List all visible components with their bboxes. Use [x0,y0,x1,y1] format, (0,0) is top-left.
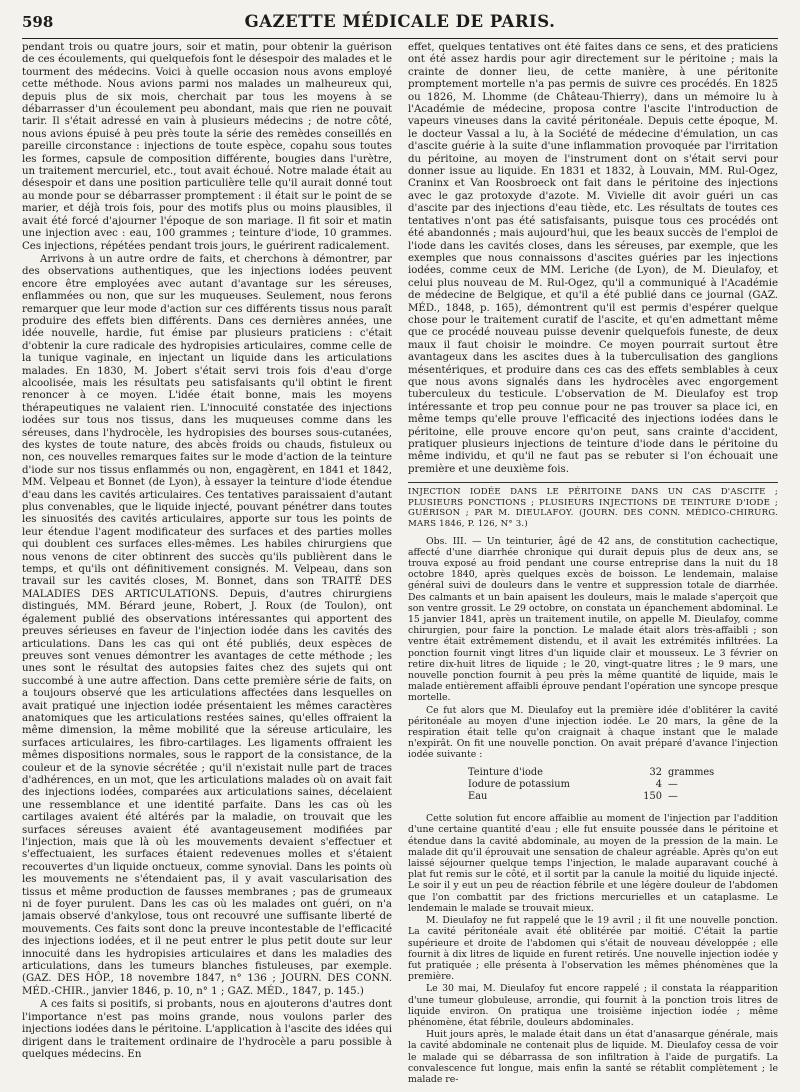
formula-qty: 32 [649,766,662,778]
observation-text: Huit jours après, le malade était dans un état d'anasarque générale, mais la cavité abdominale ne contenait plus de liquide. M. Dieulafoy cessa de voir le malade qui se débarrassa de son infiltration à l'aide de purgatifs. La convalescence fut longue, mais enfin la santé se rétablit complètement ; le malade re- [408,1029,778,1085]
paragraph: A ces faits si positifs, si probants, nous en ajouterons d'autres dont l'importance n'est pas moins grande, nous voulons parler des injections iodées dans le péritoine. L'application à l'ascite des idées qui dirigent dans le traitement ordinaire de l'hydrocèle a paru possible à quelques médecins. En [22,999,392,1060]
paragraph: pendant trois ou quatre jours, soir et matin, pour obtenir la guérison de ces écoulements, qui quelquefois font le désespoir des malades et le tourment des médecins. Voici à quelle occasion nous avons employé cette méthode. Nous avions parmi nos malades un malheureux qui, depuis plus de six mois, cherchait par tous les moyens à se débarrasser d'un écoulement peu abondant, mais que rien ne pouvait tarir. Il s'était adressé en vain à plusieurs médecins ; de notre côté, nous avions épuisé à peu près toute la série des remèdes conseillés en pareille circonstance : injections de toute espèce, copahu sous toutes les formes, capsule de composition différente, bougies dans l'urètre, un traitement mercuriel, etc., tout avait échoué. Notre malade était au désespoir et dans une position particulière telle qu'il aurait donné tout au monde pour se débarrasser promptement : il était sur le point de se marier, et déjà trois fois, pour des motifs plus ou moins plausibles, il avait été forcé d'ajourner l'époque de son mariage. Il fit soir et matin une injection avec : eau, 100 grammes ; teinture d'iode, 10 grammes. Ces injections, répétées pendant trois jours, le guérirent radicalement. [22,42,392,252]
page-number: 598 [22,13,54,31]
formula-unit: grammes [668,766,715,778]
formula-qty: 4 [655,778,662,790]
columns [22,42,778,1088]
formula-label: Teinture d'iode [468,766,543,778]
observation-text: M. Dieulafoy ne fut rappelé que le 19 avril ; il fit une nouvelle ponction. La cavité péritonéale avait été oblitérée par moitié. C'était la partie supérieure et droite de l'abdomen qui s'était de nouveau développée ; elle fournit à dix litres de liquide en furent retirés. Une nouvelle injection iodée y fut pratiquée ; elle présenta à l'observation les mêmes phénomènes que la première. [408,915,778,983]
observation-text: Obs. III. — Un teinturier, âgé de 42 ans, de constitution cachectique, affecté d'une diarrhée chronique qui durait depuis plus de deux ans, se trouva exposé au froid pendant une course entreprise dans la nuit du 18 octobre 1840, après quelques excès de boisson. Le lendemain, malaise général suivi de douleurs dans le ventre et suppression totale de diarrhée. Des calmants et un bain apaisent les douleurs, mais le malade s'aperçoit que son ventre grossit. Le 29 octobre, on constata un épanchement abdominal. Le 15 janvier 1841, après un traitement inutile, on appelle M. Dieulafoy, comme chirurgien, pour faire la ponction. Le malade était alors très-affaibli ; son ventre était extrêmement distendu, et il avait les extrémités infiltrées. La ponction fournit vingt litres d'un liquide clair et mousseux. Le 3 février on retire dix-huit litres de liquide ; le 20, vingt-quatre litres ; le 9 mars, une nouvelle ponction fournit à peu près la même quantité de liquide, mais le malade entièrement affaibli éprouve pendant l'opération une syncope presque mortelle. [408,535,778,704]
observation-text: Le 30 mai, M. Dieulafoy fut encore rappelé ; il constata la réapparition d'une tumeur globuleuse, arrondie, qui fournit à la ponction trois litres de liquide environ. On pratiqua une troisième injection iodée ; même phénomène, état fébrile, douleurs abdominales. [408,983,778,1028]
right-column [408,42,778,1088]
formula-row [408,791,778,803]
formula-row [408,779,778,791]
observation-text: Ce fut alors que M. Dieulafoy eut la première idée d'oblitérer la cavité péritonéale au moyen d'une injection iodée. Le 20 mars, la gêne de la respiration était telle qu'on craignait à chaque instant que le malade n'expirât. On fit une nouvelle ponction. On avait préparé d'avance l'injection iodée suivante : [408,704,778,761]
formula-unit: — [668,791,678,803]
formula-row [408,767,778,779]
journal-title: GAZETTE MÉDICALE DE PARIS. [244,12,556,31]
paragraph: Arrivons à un autre ordre de faits, et cherchons à démontrer, par des observations authentiques, que les injections iodées peuvent encore être employées avec autant d'avantage sur les séreuses, enflammées ou non, que sur les muqueuses. Seulement, nous ferons remarquer que leur mode d'action sur ces différents tissus nous paraît produire des effets bien différents. Dans ces dernières années, une idée nouvelle, hardie, fut émise par plusieurs praticiens : c'était d'obtenir la cure radicale des hydropisies articulaires, comme celle de la tunique vaginale, en injectant un liquide dans les articulations malades. En 1830, M. Jobert s'était servi trois fois d'eau d'orge alcoolisée, mais les résultats peu satisfaisants qu'il obtint le firent renoncer à ce moyen. L'idée était bonne, mais les moyens thérapeutiques ne valaient rien. L'innocuité constatée des injections iodées sur tous nos tissus, dans les muqueuses comme dans les séreuses, dans l'hydrocèle, les hydropisies des bourses sous-cutanées, des kystes de toute nature, des abcès froids ou chauds, fistuleux ou non, ces nouvelles remarques faites sur le mode d'action de la teinture d'iode sur nos tissus enflammés ou non, engagèrent, en 1841 et 1842, MM. Velpeau et Bonnet (de Lyon), à essayer la teinture d'iode étendue d'eau dans les cavités articulaires. Ces tentatives paraissaient d'autant plus convenables, que le liquide injecté, pouvant pénétrer dans toutes les sinuosités des cavités articulaires, apporte sur tous les points de leur étendue l'agent modificateur des surfaces et des parties molles qui doublent ces surfaces elles-mêmes. Les habiles chirurgiens que nous venons de citer obtinrent des succès qu'ils publièrent dans le temps, et qu'ils ont définitivement consignés. M. Velpeau, dans son travail sur les cavités closes, M. Bonnet, dans son TRAITÉ DES MALADIES DES ARTICULATIONS. Depuis, d'autres chirurgiens distingués, MM. Bérard jeune, Robert, J. Roux (de Toulon), ont également publié des observations intéressantes qui apportent des preuves sérieuses en faveur de l'injection iodée dans les cavités des articulations. Dans les cas qui ont été publiés, deux espèces de preuves sont venues démontrer les avantages de cette méthode ; les unes sont le résultat des autopsies faites chez des sujets qui ont succombé à une autre affection. Dans cette première série de faits, on a toujours observé que les articulations affectées dans lesquelles on avait pratiqué une injection iodée présentaient les mêmes caractères anatomiques que les articulations restées saines, qu'elles offraient la même dimension, la même mobilité que la séreuse articulaire, les surfaces articulaires, les fibro-cartilages. Les ligaments offraient les mêmes dispositions normales, sous le rapport de la consistance, de la couleur et de la synovie sécrétée ; qu'il n'existait nulle part de traces d'adhérences, en un mot, que les articulations malades où on avait fait des injections iodées, comparées aux articulations saines, décelaient une ressemblance et une identité parfaite. Dans les cas où les cartilages avaient été altérés par la maladie, on trouvait que les surfaces séreuses avaient été avantageusement modifiées par l'injection, mais que là où les mouvements devaient s'effectuer et s'effectuaient, les surfaces étaient redevenues molles et s'étaient recouvertes d'un liquide onctueux, comme synovial. Dans les points où les mouvements ne s'étendaient pas, il y avait vascularisation des tissus et même production de fausses membranes ; pas de grumeaux ni de foyer purulent. Dans les cas où les malades ont guéri, on n'a jamais observé d'ankylose, tous ont recouvré une suffisante liberté de mouvements. Ces faits sont donc la preuve incontestable de l'efficacité des injections iodées, et il ne peut entrer le plus petit doute sur leur innocuité dans les hydropisies articulaires et dans les maladies des articulations, dans les tumeurs blanches fistuleuses, par exemple. (GAZ. DES HÔP., 18 novembre 1847, n° 136 ; JOURN. DES CONN. MÉD.-CHIR., janvier 1846, p. 10, n° 1 ; GAZ. MÉD., 1847, p. 145.) [22,253,392,997]
formula-label: Iodure de potassium [468,778,570,790]
observation-text: Cette solution fut encore affaiblie au moment de l'injection par l'addition d'une certaine quantité d'eau ; elle fut ensuite poussée dans le péritoine et étendue dans la cavité abdominale, au moyen de la pression de la main. Le malade dit qu'il éprouvait une sensation de chaleur agréable. Après qu'on eut laissé séjourner quelque temps l'injection, le malade auparavant couché à plat fut remis sur le côté, et il sortit par la canule la moitié du liquide injecté. Le soir il y eut un peu de réaction fébrile et une légère douleur de l'abdomen que l'on combattit par des frictions mercurielles et un cataplasme. Le lendemain le malade se trouvait mieux. [408,813,778,914]
formula-qty: 150 [643,791,662,803]
paragraph: effet, quelques tentatives ont été faites dans ce sens, et des praticiens ont été assez hardis pour agir directement sur le péritoine ; mais la crainte de donner lieu, de cette manière, à une péritonite promptement mortelle n'a pas permis de suivre ces procédés. En 1825 ou 1826, M. Lhomme (de Château-Thierry), dans un mémoire lu à l'Académie de médecine, proposa contre l'ascite l'introduction de vapeurs vineuses dans la cavité péritonéale. Depuis cette époque, M. le docteur Vassal a lu, à la Société de médecine d'émulation, un cas d'ascite guérie à la suite d'une inflammation provoquée par l'irritation du péritoine, au moyen de l'instrument dont on s'était servi pour donner issue au liquide. En 1831 et 1832, à Louvain, MM. Rul-Ogez, Craninx et Van Roosbroeck ont fait dans le péritoine des injections avec le gaz protoxyde d'azote. M. Vivielle dit avoir guéri un cas d'ascite par des injections d'eau tiède, etc. Les résultats de toutes ces tentatives n'ont pas été satisfaisants, puisque tous ces procédés ont été abandonnés ; mais aujourd'hui, que les beaux succès de l'emploi de l'iode dans les cavités closes, dans les séreuses, par exemple, que les exemples que nous connaissons d'ascites guéries par les injections iodées, comme ceux de MM. Leriche (de Lyon), de M. Dieulafoy, et celui plus nouveau de M. Rul-Ogez, qu'il a communiqué à l'Académie de médecine de Belgique, et qu'il a été publié dans ce journal (GAZ. MÉD., 1848, p. 165), démontrent qu'il est permis d'espérer quelque chose pour le traitement curatif de l'ascite, et qu'en admettant même que ce procédé nouveau puisse devenir quelquefois funeste, de deux maux il faut choisir le moindre. Ce moyen pourrait surtout être avantageux dans les ascites dues à la tuberculisation des ganglions mésentériques, et produire dans ces cas des effets semblables à ceux que nous avons signalés dans les hydrocèles avec engorgement tuberculeux du testicule. L'observation de M. Dieulafoy est trop intéressante et trop peu connue pour ne pas trouver sa place ici, en même temps qu'elle prouve l'efficacité des injections iodées dans le péritoine, elle prouve encore qu'on peut, sans crainte d'accident, pratiquer plusieurs injections de teinture d'iode dans le péritoine du même individu, et qu'il ne faut pas se rebuter si l'on échouait une première et une deuxième fois. [408,42,778,475]
page-header [22,12,778,39]
observation-heading: INJECTION IODÉE DANS LE PÉRITOINE DANS UN CAS D'ASCITE ; PLUSIEURS PONCTIONS ; PLUSIEURS INJECTIONS DE TEINTURE D'IODE ; GUÉRISON ; PAR M. DIEULAFOY. (JOURN. DES CONN. MÉDICO-CHIRURG. MARS 1846, P. 126, N° 3.) [408,482,778,529]
left-column [22,42,392,1088]
formula-unit: — [668,778,678,790]
formula-table [408,767,778,804]
formula-label: Eau [468,791,488,803]
